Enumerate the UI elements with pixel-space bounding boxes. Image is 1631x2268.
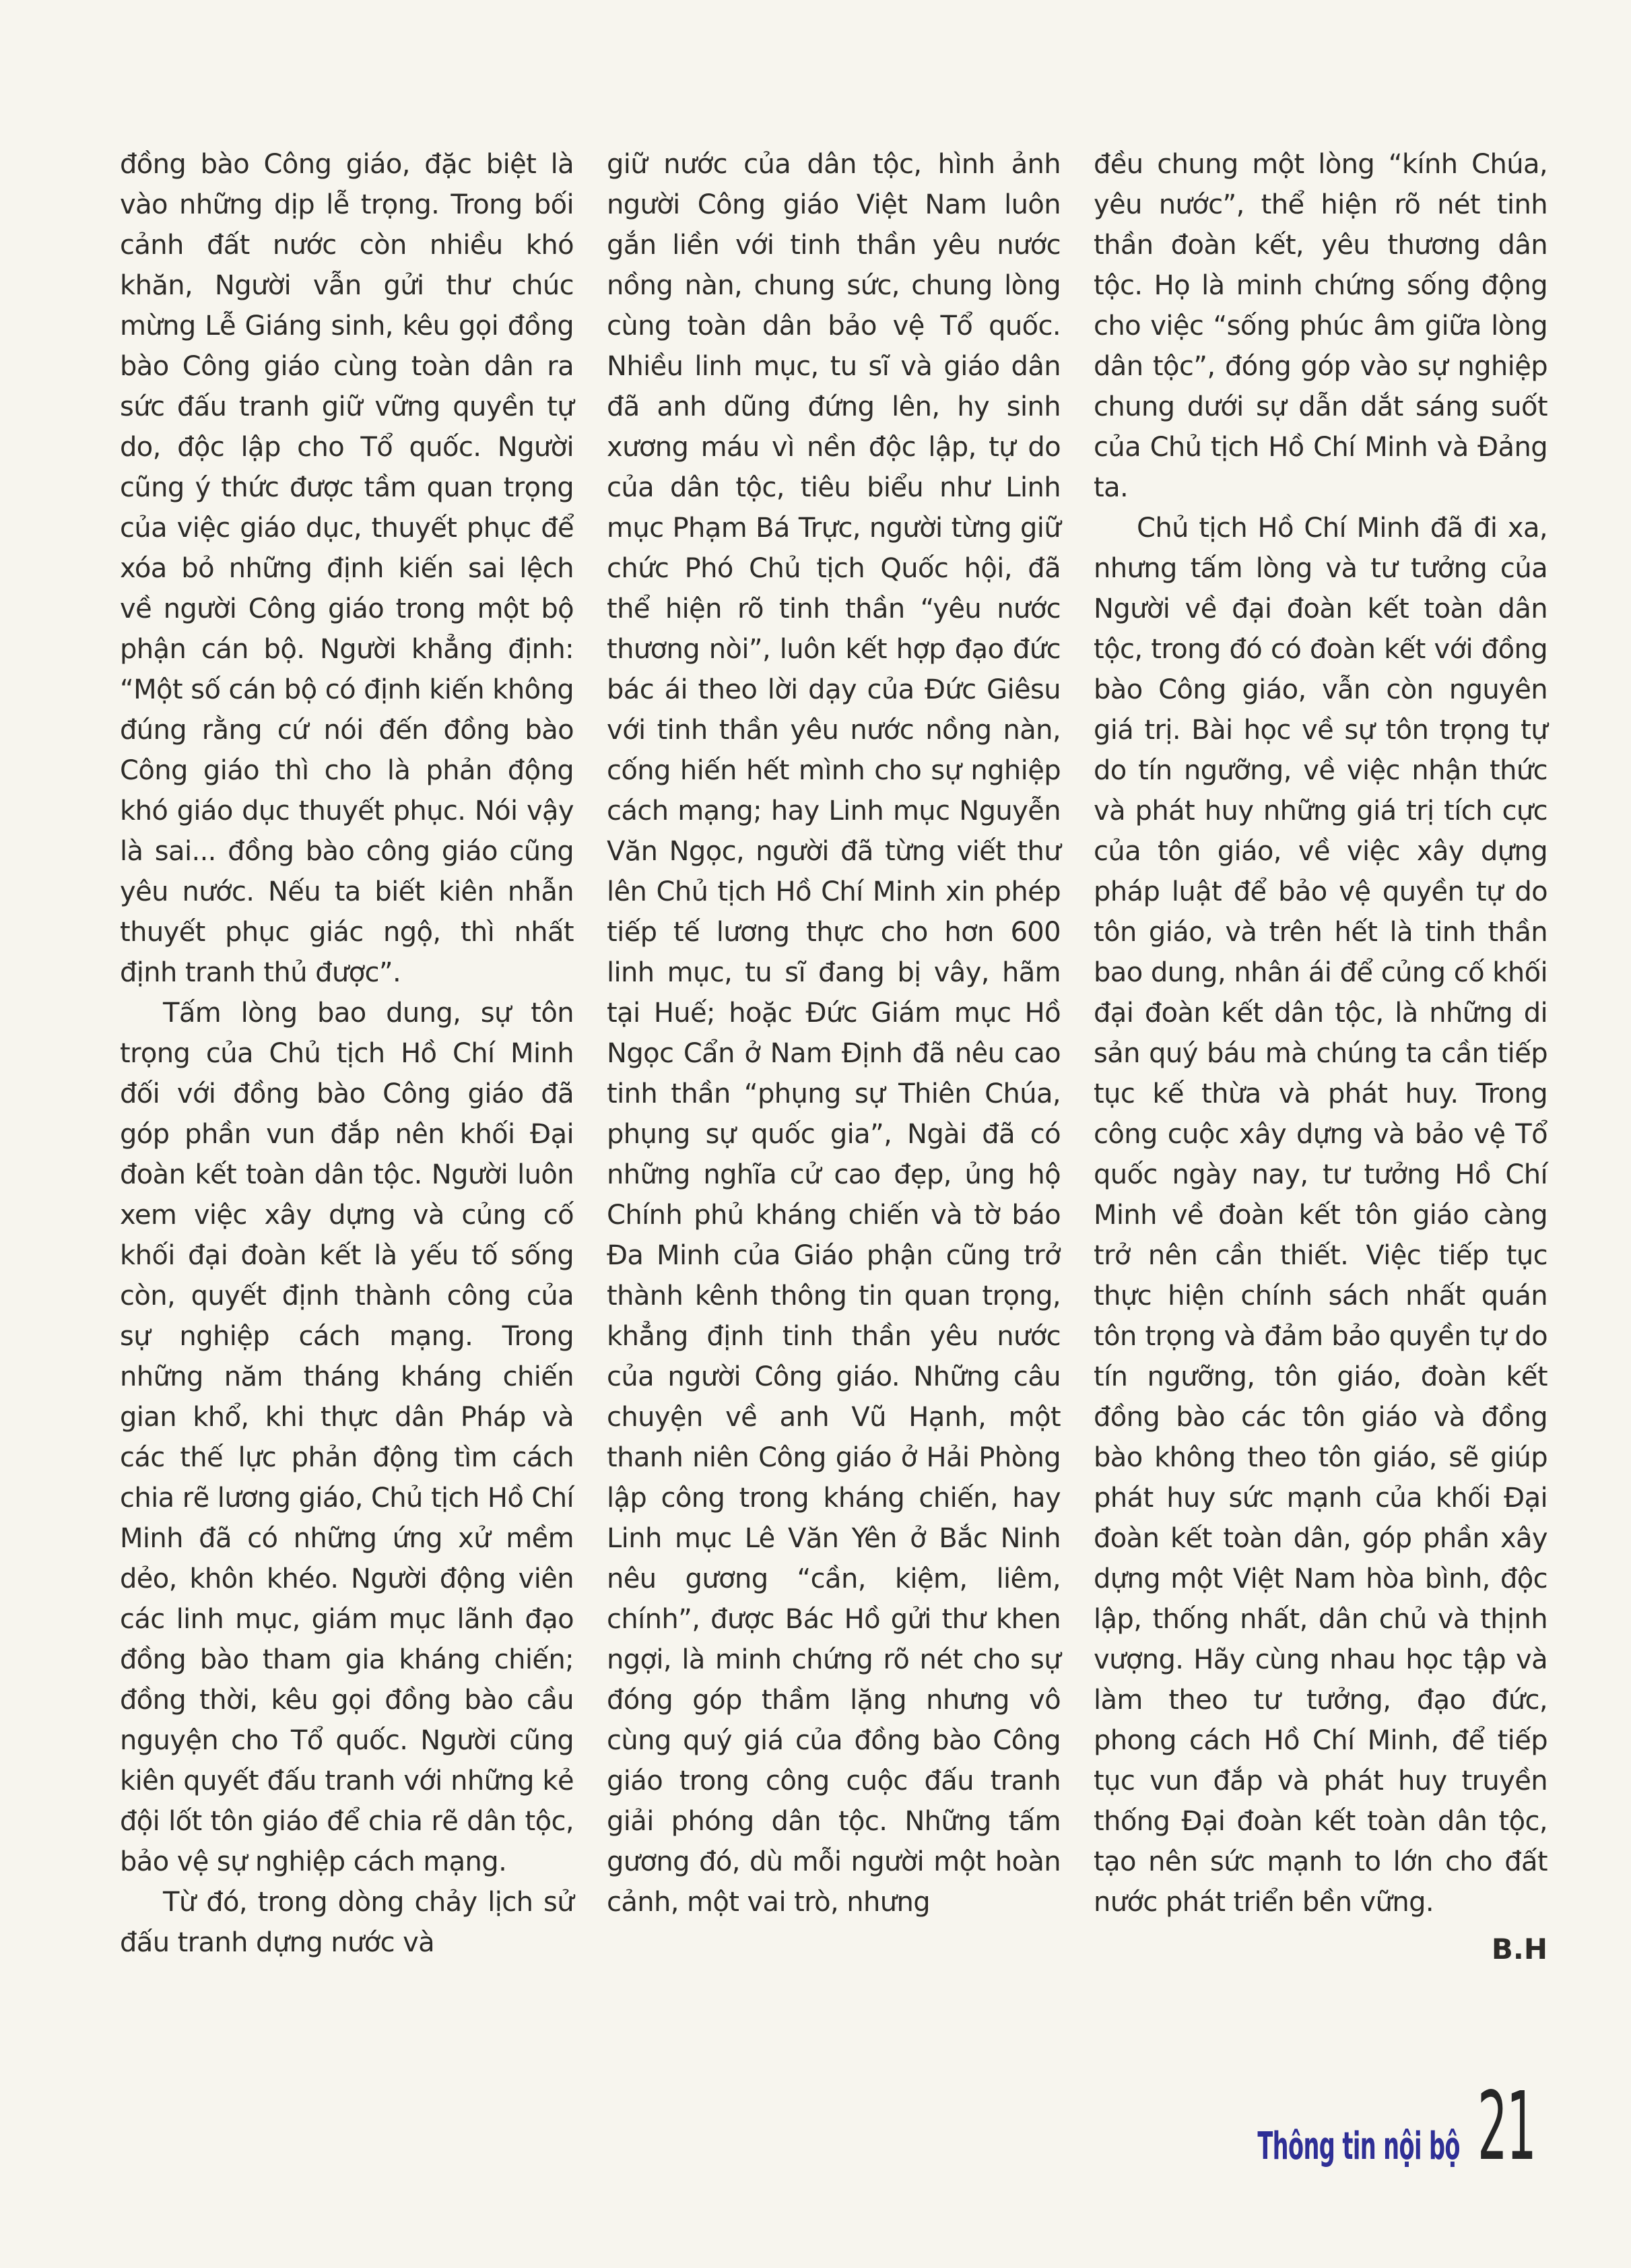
text-column-1 — [120, 144, 574, 1970]
text-column-2 — [607, 144, 1061, 1970]
paragraph: đồng bào Công giáo, đặc biệt là vào những dịp lễ trọng. Trong bối cảnh đất nước còn nhiều khó khăn, Người vẫn gửi thư chúc mừng Lễ Giáng sinh, kêu gọi đồng bào Công giáo cùng toàn dân ra sức đấu tranh giữ vững quyền tự do, độc lập cho Tổ quốc. Người cũng ý thức được tầm quan trọng của việc giáo dục, thuyết phục để xóa bỏ những định kiến sai lệch về người Công giáo trong một bộ phận cán bộ. Người khẳng định: “Một số cán bộ có định kiến không đúng rằng cứ nói đến đồng bào Công giáo thì cho là phản động khó giáo dục thuyết phục. Nói vậy là sai... đồng bào công giáo cũng yêu nước. Nếu ta biết kiên nhẫn thuyết phục giác ngộ, thì nhất định tranh thủ được”. — [120, 149, 574, 988]
page-number: 21 — [1477, 2072, 1535, 2182]
paragraph: đều chung một lòng “kính Chúa, yêu nước”, thể hiện rõ nét tinh thần đoàn kết, yêu thương dân tộc. Họ là minh chứng sống động cho việc “sống phúc âm giữa lòng dân tộc”, đóng góp vào sự nghiệp chung dưới sự dẫn dắt sáng suốt của Chủ tịch Hồ Chí Minh và Đảng ta. — [1094, 149, 1547, 503]
page-footer — [1123, 2072, 1535, 2182]
paragraph: Từ đó, trong dòng chảy lịch sử đấu tranh dựng nước và — [120, 1887, 574, 1958]
paragraph: Tấm lòng bao dung, sự tôn trọng của Chủ tịch Hồ Chí Minh đối với đồng bào Công giáo đã góp phần vun đắp nên khối Đại đoàn kết toàn dân tộc. Người luôn xem việc xây dựng và củng cố khối đại đoàn kết là yếu tố sống còn, quyết định thành công của sự nghiệp cách mạng. Trong những năm tháng kháng chiến gian khổ, khi thực dân Pháp và các thế lực phản động tìm cách chia rẽ lương giáo, Chủ tịch Hồ Chí Minh đã có những ứng xử mềm dẻo, khôn khéo. Người động viên các linh mục, giám mục lãnh đạo đồng bào tham gia kháng chiến; đồng thời, kêu gọi đồng bào cầu nguyện cho Tổ quốc. Người cũng kiên quyết đấu tranh với những kẻ đội lốt tôn giáo để chia rẽ dân tộc, bảo vệ sự nghiệp cách mạng. — [120, 998, 574, 1877]
paragraph: Chủ tịch Hồ Chí Minh đã đi xa, nhưng tấm lòng và tư tưởng của Người về đại đoàn kết toàn dân tộc, trong đó có đoàn kết với đồng bào Công giáo, vẫn còn nguyên giá trị. Bài học về sự tôn trọng tự do tín ngưỡng, về việc nhận thức và phát huy những giá trị tích cực của tôn giáo, về việc xây dựng pháp luật để bảo vệ quyền tự do tôn giáo, và trên hết là tinh thần bao dung, nhân ái để củng cố khối đại đoàn kết dân tộc, là những di sản quý báu mà chúng ta cần tiếp tục kế thừa và phát huy. Trong công cuộc xây dựng và bảo vệ Tổ quốc ngày nay, tư tưởng Hồ Chí Minh về đoàn kết tôn giáo càng trở nên cần thiết. Việc tiếp tục thực hiện chính sách nhất quán tôn trọng và đảm bảo quyền tự do tín ngưỡng, tôn giáo, đoàn kết đồng bào các tôn giáo và đồng bào không theo tôn giáo, sẽ giúp phát huy sức mạnh của khối Đại đoàn kết toàn dân, góp phần xây dựng một Việt Nam hòa bình, độc lập, thống nhất, dân chủ và thịnh vượng. Hãy cùng nhau học tập và làm theo tư tưởng, đạo đức, phong cách Hồ Chí Minh, để tiếp tục vun đắp và phát huy truyền thống Đại đoàn kết toàn dân tộc, tạo nên sức mạnh to lớn cho đất nước phát triển bền vững. — [1094, 513, 1547, 1918]
author-byline: B.H — [1491, 1933, 1547, 1966]
paragraph: giữ nước của dân tộc, hình ảnh người Công giáo Việt Nam luôn gắn liền với tinh thần yêu nước nồng nàn, chung sức, chung lòng cùng toàn dân bảo vệ Tổ quốc. Nhiều linh mục, tu sĩ và giáo dân đã anh dũng đứng lên, hy sinh xương máu vì nền độc lập, tự do của dân tộc, tiêu biểu như Linh mục Phạm Bá Trực, người từng giữ chức Phó Chủ tịch Quốc hội, đã thể hiện rõ tinh thần “yêu nước thương nòi”, luôn kết hợp đạo đức bác ái theo lời dạy của Đức Giêsu với tinh thần yêu nước nồng nàn, cống hiến hết mình cho sự nghiệp cách mạng; hay Linh mục Nguyễn Văn Ngọc, người đã từng viết thư lên Chủ tịch Hồ Chí Minh xin phép tiếp tế lương thực cho hơn 600 linh mục, tu sĩ đang bị vây, hãm tại Huế; hoặc Đức Giám mục Hồ Ngọc Cẩn ở Nam Định đã nêu cao tinh thần “phụng sự Thiên Chúa, phụng sự quốc gia”, Ngài đã có những nghĩa cử cao đẹp, ủng hộ Chính phủ kháng chiến và tờ báo Đa Minh của Giáo phận cũng trở thành kênh thông tin quan trọng, khẳng định tinh thần yêu nước của người Công giáo. Những câu chuyện về anh Vũ Hạnh, một thanh niên Công giáo ở Hải Phòng lập công trong kháng chiến, hay Linh mục Lê Văn Yên ở Bắc Ninh nêu gương “cần, kiệm, liêm, chính”, được Bác Hồ gửi thư khen ngợi, là minh chứng rõ nét cho sự đóng góp thầm lặng nhưng vô cùng quý giá của đồng bào Công giáo trong công cuộc đấu tranh giải phóng dân tộc. Những tấm gương đó, dù mỗi người một hoàn cảnh, một vai trò, nhưng — [607, 149, 1061, 1918]
text-column-3 — [1094, 144, 1547, 1970]
newsletter-title: Thông tin nội bộ — [1257, 2125, 1460, 2168]
article-columns — [120, 144, 1549, 1970]
